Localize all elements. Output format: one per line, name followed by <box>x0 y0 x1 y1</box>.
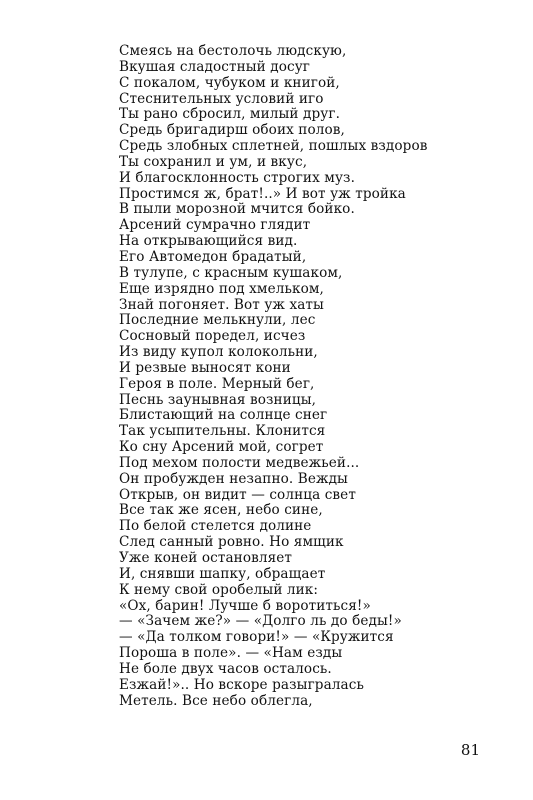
poem-line: Езжай!».. Но вскоре разыгралась <box>119 676 364 693</box>
poem-line: Еще изрядно под хмельком, <box>119 280 324 297</box>
poem-line: Смеясь на бестолочь людскую, <box>119 43 347 59</box>
poem-line: Средь бригадирш обоих полов, <box>119 122 345 139</box>
poem-line: Знай погоняет. Вот уж хаты <box>119 296 324 313</box>
poem-line: Сосновый поредел, исчез <box>119 328 306 345</box>
poem-line: По белой стелется долине <box>119 518 312 535</box>
poem-line: — «Зачем же?» — «Долго ль до беды!» <box>119 613 402 630</box>
poem-line: Все так же ясен, небо сине, <box>119 502 323 519</box>
poem-line: Не боле двух часов осталось. <box>119 660 332 677</box>
poem-line: Пороша в поле». — «Нам езды <box>119 645 343 662</box>
poem-line: И благосклонность строгих муз. <box>119 169 355 186</box>
poem-line: Метель. Все небо облегла, <box>119 692 313 709</box>
poem-line: Песнь заунывная возницы, <box>119 391 317 408</box>
poem-line: Арсений сумрачно глядит <box>119 217 311 234</box>
poem-line: Уже коней остановляет <box>119 550 293 566</box>
poem-line: «Ох, барин! Лучше б воротиться!» <box>119 597 371 614</box>
poem-line: Средь злобных сплетней, пошлых вздоров <box>119 138 428 155</box>
poem-line: Так усыпительны. Клонится <box>119 423 326 440</box>
poem-line: И резвые выносят кони <box>119 359 291 376</box>
poem-line: След санный ровно. Но ямщик <box>119 534 344 551</box>
poem-line: И, снявши шапку, обращает <box>119 565 326 582</box>
poem-line: Ко сну Арсений мой, согрет <box>119 439 324 456</box>
poem-line: Ты рано сбросил, милый друг. <box>119 106 340 123</box>
poem-line: К нему свой оробелый лик: <box>119 581 319 598</box>
poem-line: В тулупе, с красным кушаком, <box>119 264 343 281</box>
poem-line: Вкушая сладостный досуг <box>119 58 311 75</box>
page-number: 81 <box>460 741 480 759</box>
poem-line: Блистающий на солнце снег <box>119 407 328 424</box>
poem-line: — «Да толком говори!» — «Кружится <box>119 629 394 646</box>
poem-line: Простимся ж, брат!..» И вот уж тройка <box>119 185 406 202</box>
poem-line: Последние мелькнули, лес <box>119 312 316 329</box>
poem-line: Героя в поле. Мерный бег, <box>119 375 315 392</box>
poem-line: Открыв, он видит — солнца свет <box>119 486 356 503</box>
poem-text <box>119 44 499 709</box>
poem-line: С покалом, чубуком и книгой, <box>119 74 340 91</box>
poem-line: Под мехом полости медвежьей... <box>119 454 360 471</box>
poem-line: Ты сохранил и ум, и вкус, <box>119 153 308 170</box>
poem-line: Из виду купол колокольни, <box>119 344 318 361</box>
poem-line: Стеснительных условий иго <box>119 90 324 107</box>
poem-line: На открывающийся вид. <box>119 233 298 250</box>
poem-line: В пыли морозной мчится бойко. <box>119 201 355 218</box>
poem-line: Он пробужден незапно. Вежды <box>119 470 348 487</box>
poem-line: Его Автомедон брадатый, <box>119 248 307 265</box>
